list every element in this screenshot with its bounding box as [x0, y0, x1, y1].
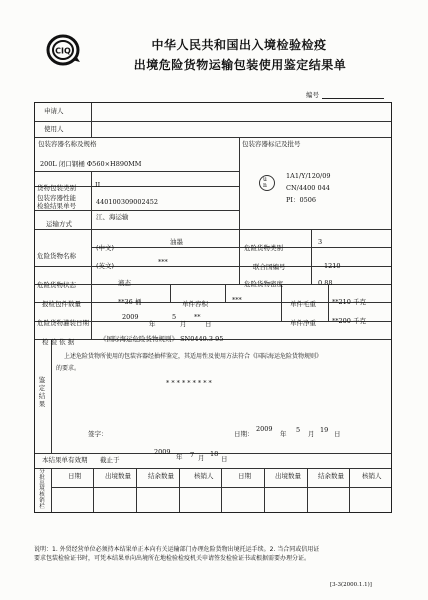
- packing-date-label: 危险货物灌装日期: [37, 319, 89, 327]
- validity-label: 本结果单有效期: [42, 456, 88, 464]
- unit-capacity-label: 单件容积: [182, 300, 208, 308]
- container-mark-label: 包装容器标记及批号: [242, 140, 301, 148]
- writeoff-header-balance-2: 结余数量: [318, 472, 344, 480]
- container-mark-line-2: CN/4400 044: [286, 184, 330, 192]
- un-number-value: 1210: [324, 262, 341, 270]
- quantity-label: 报检包件数量: [42, 300, 81, 308]
- net-weight-value: **200 千克: [332, 317, 366, 325]
- date-day: 19: [320, 426, 329, 434]
- hazard-class-value: 3: [318, 238, 323, 246]
- writeoff-label: 分 批 出 境 核 销 栏: [39, 469, 45, 510]
- packing-day-unit: 日: [205, 320, 212, 328]
- hazard-class-label: 危险货物类别: [244, 244, 283, 252]
- english-value: ***: [158, 258, 168, 266]
- validity-day-unit: 日: [221, 455, 228, 463]
- packing-day: **: [194, 313, 201, 321]
- sign-label: 签字：: [88, 430, 108, 438]
- perf-cert-label-2: 检验结果单号: [37, 202, 76, 210]
- mark-symbol-top: u: [263, 176, 267, 183]
- packing-class-label: 货物包装类别: [37, 184, 76, 192]
- container-name-value: 200L 闭口钢桶 Φ560×H890MM: [40, 160, 142, 168]
- ciq-logo: [46, 34, 80, 66]
- english-label: (英文): [96, 262, 115, 270]
- density-value: 0.88: [318, 279, 333, 287]
- state-value: 液态: [118, 279, 131, 287]
- packing-year: 2009: [122, 313, 139, 321]
- writeoff-header-balance-1: 结余数量: [148, 472, 174, 480]
- writeoff-header-date-1: 日期: [68, 472, 81, 480]
- validity-day: 18: [210, 450, 219, 458]
- goods-name-label: 危险货物名称: [37, 252, 76, 260]
- gross-weight-value: **210 千克: [332, 298, 366, 306]
- chinese-label: (中文): [96, 244, 115, 252]
- packing-month-unit: 月: [180, 320, 187, 328]
- validity-year-unit: 年: [176, 453, 183, 461]
- date-day-unit: 日: [334, 430, 341, 438]
- net-weight-label: 单件净重: [290, 319, 316, 327]
- packing-month: 5: [172, 313, 177, 321]
- serial-field: [322, 98, 384, 99]
- footer-note-line-2: 要求包装检验证书时，可凭本结果单向出境所在地检验检疫机关申请签发检验证书或根据需要办理分证。: [34, 555, 311, 562]
- conclusion-text-1: 上述危险货物所使用的包装容器经抽样鉴定，其适用性及使用方法符合《国际海运危险货物规则》: [64, 353, 323, 360]
- footer-note-line-1: 说明：1. 外贸经营单位必须持本结果单正本向有关运输部门办理危险货物出境托运手续。2. 当合同或信用证: [34, 546, 320, 553]
- date-month-unit: 月: [308, 430, 315, 438]
- mark-symbol-bottom: n: [263, 182, 267, 189]
- gross-weight-label: 单件毛重: [290, 300, 316, 308]
- perf-cert-value: 440100309002452: [96, 198, 159, 206]
- container-mark-line-1: 1A1/Y/120/09: [286, 172, 331, 180]
- svg-text:CIQ: CIQ: [55, 46, 71, 56]
- transport-label: 运输方式: [46, 220, 72, 228]
- document-code: [3-3(2000.1.1)]: [330, 582, 372, 588]
- chinese-value: 油墨: [170, 238, 183, 246]
- un-number-label: 联合国编号: [253, 263, 286, 271]
- date-year: 2009: [256, 425, 273, 433]
- packing-year-unit: 年: [149, 320, 156, 328]
- perf-cert-label-1: 包装容器性能: [37, 194, 76, 202]
- basis-label: 检 验 依 据: [42, 338, 75, 346]
- serial-label: 编号: [306, 91, 319, 99]
- validity-year: 2009: [154, 448, 171, 456]
- date-month: 5: [296, 426, 301, 434]
- container-mark-line-3: PI：0506: [286, 196, 316, 204]
- density-label: 危险货物密度: [244, 280, 283, 288]
- date-label: 日期：: [234, 430, 254, 438]
- validity-month: 7: [190, 451, 195, 459]
- title-agency: 中华人民共和国出入境检验检疫: [151, 38, 327, 52]
- writeoff-header-date-2: 日期: [238, 472, 251, 480]
- conclusion-stars: * * * * * * * * *: [166, 379, 212, 387]
- date-year-unit: 年: [280, 430, 287, 438]
- writeoff-header-qty-2: 出境数量: [275, 472, 301, 480]
- basis-value: 《国际海运危险货物规则》 SN0449.3-95: [100, 335, 224, 343]
- transport-value: 江、海运输: [96, 213, 129, 221]
- validity-until-label: 截止于: [100, 456, 120, 464]
- container-name-label: 包装容器名称及规格: [38, 140, 97, 148]
- writeoff-header-officer-2: 核销人: [362, 472, 382, 480]
- writeoff-header-officer-1: 核销人: [194, 472, 214, 480]
- writeoff-header-qty-1: 出境数量: [105, 472, 131, 480]
- conclusion-label: 鉴 定 结 果: [38, 376, 46, 408]
- packing-class-value: II: [95, 181, 101, 189]
- title-document: 出境危险货物运输包装使用鉴定结果单: [133, 58, 347, 72]
- applicant-label: 申请人: [44, 107, 64, 115]
- user-label: 使用人: [44, 125, 64, 133]
- quantity-value: **36 桶: [118, 298, 142, 306]
- unit-capacity-value: ***: [232, 296, 242, 304]
- validity-month-unit: 月: [198, 454, 205, 462]
- footer-notes: [34, 545, 394, 563]
- un-packaging-mark-icon: [259, 175, 275, 191]
- state-label: 危险货物状态: [37, 281, 76, 289]
- conclusion-text-2: 的要求。: [56, 365, 81, 372]
